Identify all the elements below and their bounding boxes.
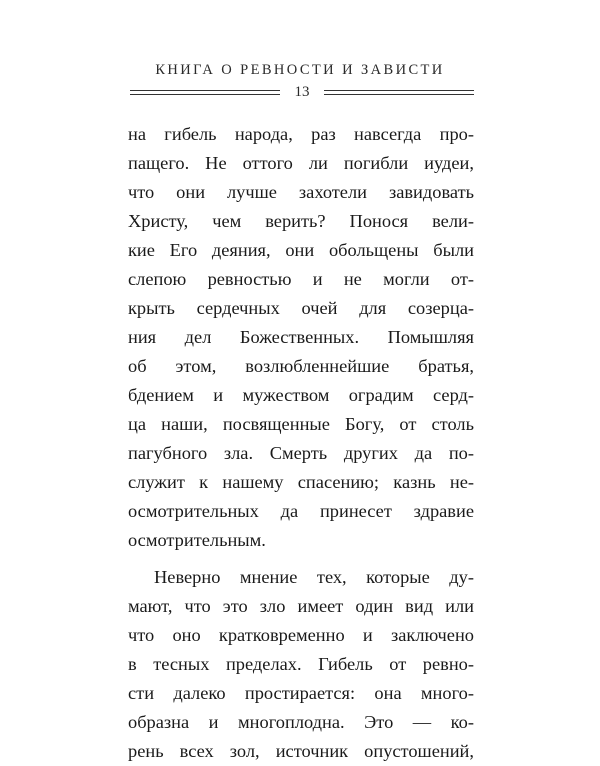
paragraph-gap xyxy=(128,555,474,563)
text-line: пагубного зла. Смерть других да по- xyxy=(128,443,474,463)
running-title: КНИГА О РЕВНОСТИ И ЗАВИСТИ xyxy=(155,62,445,78)
text-line: ния дел Божественных. Помышляя xyxy=(128,327,474,347)
text-line: осмотрительных да принесет здравие xyxy=(128,501,474,521)
text-line: Христу, чем верить? Понося вели- xyxy=(128,211,474,231)
text-line: образна и многоплодна. Это — ко- xyxy=(128,712,474,732)
text-line: слепою ревностью и не могли от- xyxy=(128,269,474,289)
text-line: пащего. Не оттого ли погибли иудеи, xyxy=(128,153,474,173)
header-rule xyxy=(130,86,474,100)
text-line: на гибель народа, раз навсегда про- xyxy=(128,124,474,144)
text-line: Неверно мнение тех, которые ду- xyxy=(154,567,474,587)
text-line: об этом, возлюбленнейшие братья, xyxy=(128,356,474,376)
text-line: в тесных пределах. Гибель от ревно- xyxy=(128,654,474,674)
text-line: мают, что это зло имеет один вид или xyxy=(128,596,474,616)
text-line: крыть сердечных очей для созерца- xyxy=(128,298,474,318)
text-line: кие Его деяния, они обольщены были xyxy=(128,240,474,260)
text-line: сти далеко простирается: она много- xyxy=(128,683,474,703)
text-line: бдением и мужеством оградим серд- xyxy=(128,385,474,405)
text-line: рень всех зол, источник опустошений, xyxy=(128,741,474,761)
header-rule-left xyxy=(130,90,280,95)
body-text xyxy=(128,120,474,766)
text-line: что оно кратковременно и заключено xyxy=(128,625,474,645)
text-line: служит к нашему спасению; казнь не- xyxy=(128,472,474,492)
text-line: осмотрительным. xyxy=(128,530,266,550)
header-rule-right xyxy=(324,90,474,95)
text-line: ца наши, посвященные Богу, от столь xyxy=(128,414,474,434)
page-number: 13 xyxy=(294,84,310,100)
text-line: что они лучше захотели завидовать xyxy=(128,182,474,202)
